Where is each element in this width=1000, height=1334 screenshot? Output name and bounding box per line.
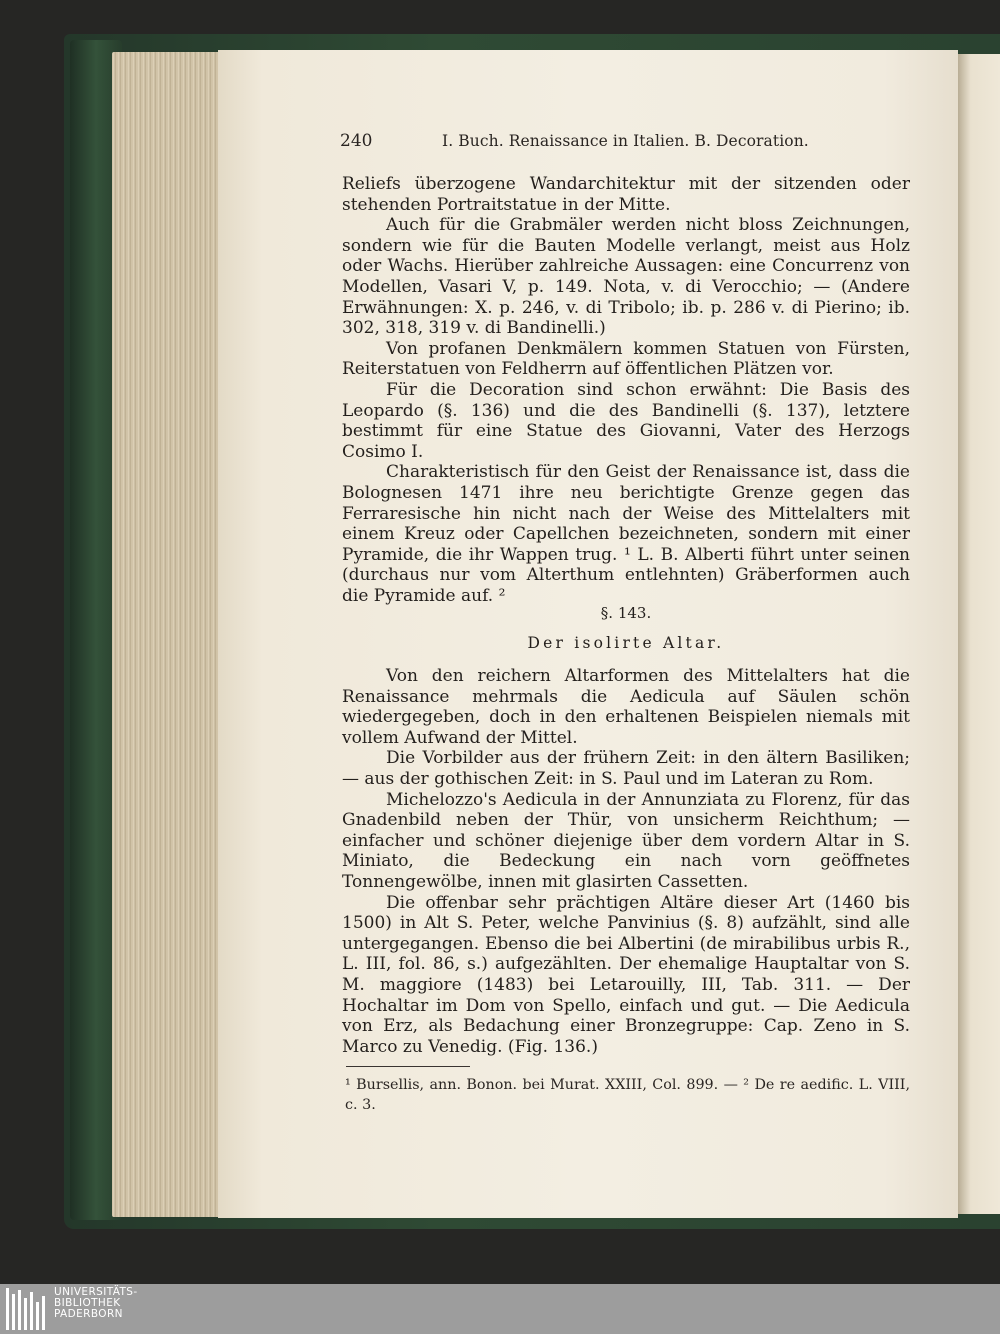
footnote: ¹ Bursellis, ann. Bonon. bei Murat. XXIII, Col. 899. — ² De re aedific. L. VIII, c. 3. [345,1077,910,1113]
paragraph: Reliefs überzogene Wandarchitektur mit der sitzenden oder stehenden Portraitstatue in der Mitte. [342,174,910,215]
library-logo-icon [4,1286,48,1332]
paragraph: Von den reichern Altarformen des Mittelalters hat die Renaissance mehrmals die Aedicula auf Säulen schön wiedergegeben, doch in den erhaltenen Beispielen niemals mit vollem Aufwand der Mittel. [342,666,910,748]
paragraph: Auch für die Grabmäler werden nicht bloss Zeichnungen, sondern wie für die Bauten Modelle verlangt, meist aus Holz oder Wachs. Hierüber zahlreiche Aussagen: eine Concurrenz von Modellen, Vasari V, p. 149. Nota, v. di Verocchio; — (Andere Erwähnungen: X. p. 246, v. di Tribolo; ib. p. 286 v. di Pierino; ib. 302, 318, 319 v. di Bandinelli.) [342,215,910,339]
section-title: Der isolirte Altar. [527,634,725,652]
paragraph: Charakteristisch für den Geist der Renaissance ist, dass die Bolognesen 1471 ihre neu berichtigte Grenze gegen das Ferraresische hin nicht nach der Weise des Mittelalters mit einem Kreuz oder Capellchen bezeichneten, sondern mit einer Pyramide, die ihr Wappen trug. ¹ L. B. Alberti führt unter seinen (durchaus nur vom Alterthum entlehnten) Gräberformen auch die Pyramide auf. ² [342,462,910,606]
page-block-edges [112,52,224,1217]
page-number: 240 [340,131,373,151]
library-name-line2: BIBLIOTHEK [54,1297,121,1310]
library-name-line3: PADERBORN [54,1308,123,1321]
paragraph: Die offenbar sehr prächtigen Altäre dieser Art (1460 bis 1500) in Alt S. Peter, welche Panvinius (§. 8) aufzählt, sind alle untergegangen. Ebenso die bei Albertini (de mirabilibus urbis R., L. III, fol. 86, s.) aufgezählten. Der ehemalige Hauptaltar von S. M. maggiore (1483) bei Letarouilly, III, Tab. 311. — Der Hochaltar im Dom von Spello, einfach und gut. — Die Aedicula von Erz, als Bedachung einer Bronzegruppe: Cap. Zeno in S. Marco zu Venedig. (Fig. 136.) [342,892,910,1057]
library-name [54,1287,138,1321]
paragraph: Von profanen Denkmälern kommen Statuen von Fürsten, Reiterstatuen von Feldherrn auf öffentlichen Plätzen vor. [342,338,910,380]
paragraph: Michelozzo's Aedicula in der Annunziata zu Florenz, für das Gnadenbild neben der Thür, von unsicherm Reichthum; — einfacher und schöner diejenige über dem vordern Altar in S. Miniato, die Bedeckung ein nach vorn geöffnetes Tonnengewölbe, innen mit glasirten Cassetten. [342,789,910,892]
page-header [340,131,910,153]
body-text-lower [342,666,910,1057]
library-name-line1: UNIVERSITÄTS- [54,1286,138,1298]
paragraph: Für die Decoration sind schon erwähnt: Die Basis des Leopardo (§. 136) und die des Bandinelli (§. 137), letztere bestimmt für eine Statue des Giovanni, Vater des Herzogs Cosimo I. [342,379,910,462]
running-title: I. Buch. Renaissance in Italien. B. Decoration. [442,132,809,150]
facing-page-edge [958,54,1000,1214]
body-text-upper [342,174,910,606]
library-footer-bar [0,1284,1000,1334]
paragraph: Die Vorbilder aus der frühern Zeit: in den ältern Basiliken; — aus der gothischen Zeit: in S. Paul und im Lateran zu Rom. [342,748,910,789]
section-number: §. 143. [600,604,652,622]
footnote-rule [346,1066,470,1067]
